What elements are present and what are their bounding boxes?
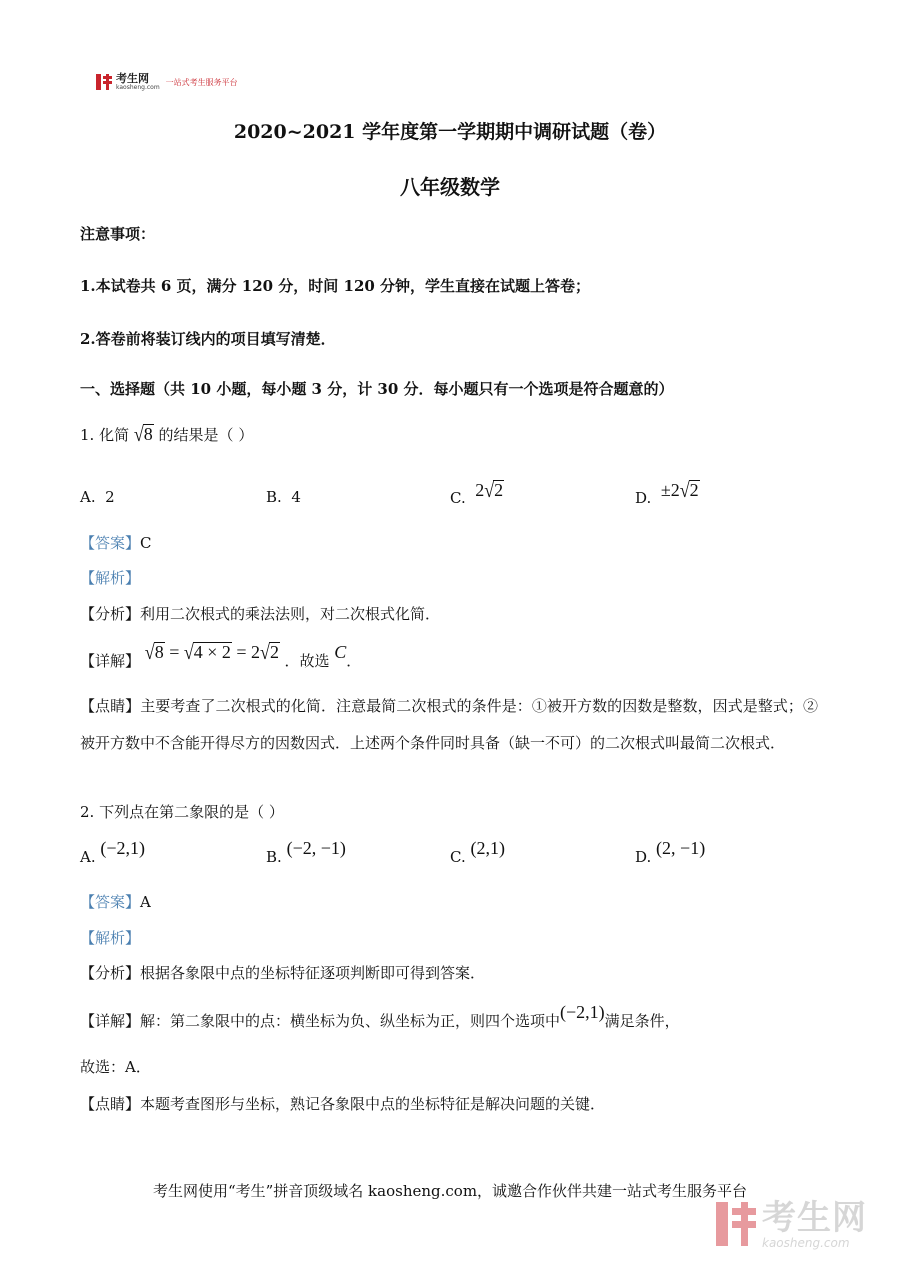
question-1-suffix: 的结果是（ ）	[158, 426, 254, 444]
exam-title: 2020~2021 学年度第一学期期中调研试题（卷）	[233, 121, 667, 143]
question-1-option-d[interactable]: D. ±2√2	[635, 478, 699, 507]
question-1-analysis-tag: 【解析】	[80, 569, 141, 587]
question-2-fenxi: 【分析】根据各象限中点的坐标特征逐项判断即可得到答案．	[80, 964, 486, 982]
question-1-option-a[interactable]: A. 2	[80, 488, 115, 506]
question-1-option-c[interactable]: C. 2√2	[450, 478, 504, 507]
question-2-guxuan: 故选：A．	[80, 1058, 151, 1076]
page-footer: 考生网使用“考生”拼音顶级域名 kaosheng.com，诚邀合作伙伴共建一站式考生服务平台	[152, 1182, 748, 1200]
notice-item: 2.答卷前将装订线内的项目填写清楚．	[80, 330, 336, 348]
section-heading: 一、选择题（共 10 小题，每小题 3 分，计 30 分．每小题只有一个选项是符合题意的）	[80, 380, 674, 398]
kaosheng-logo-icon	[96, 74, 112, 90]
watermark-name: 考生网	[762, 1198, 867, 1238]
question-1-xiangjie: 【详解】 √8 = √4 × 2 = 2√2 ．故选 C．	[80, 640, 362, 670]
logo-domain: kaosheng.com	[116, 84, 160, 91]
question-2-analysis-tag: 【解析】	[80, 929, 141, 947]
question-1-answer: 【答案】C	[80, 534, 152, 552]
kaosheng-watermark-icon	[716, 1202, 756, 1246]
question-2-option-d[interactable]: D. (2, −1)	[635, 838, 706, 866]
question-2-answer: 【答案】A	[80, 893, 151, 911]
question-2-dianjing: 【点睛】本题考查图形与坐标，熟记各象限中点的坐标特征是解决问题的关键．	[80, 1095, 606, 1113]
watermark-domain: kaosheng.com	[762, 1236, 850, 1250]
question-1-fenxi: 【分析】利用二次根式的乘法法则，对二次根式化简．	[80, 605, 441, 623]
question-2-xiangjie: 【详解】解：第二象限中的点：横坐标为负、纵坐标为正，则四个选项中(−2,1)满足条件，	[80, 1002, 680, 1030]
question-1-dianjing: 【点睛】主要考查了二次根式的化简．注意最简二次根式的条件是：①被开方数的因数是整数，因式是整式；②被开方数中不含能开得尽方的因数因式．上述两个条件同时具备（缺一不可）的二次根式叫最简二次根式．	[80, 697, 818, 752]
question-2-stem: 2. 下列点在第二象限的是（ ）	[80, 803, 284, 821]
question-1-stem	[80, 424, 253, 445]
notice-heading: 注意事项：	[80, 225, 156, 243]
question-1-option-b[interactable]: B. 4	[266, 488, 301, 506]
logo-name: 考生网	[116, 72, 149, 85]
logo-slogan: 一站式考生服务平台	[165, 77, 238, 87]
question-1-sqrt: √8	[133, 422, 153, 446]
question-2-option-a[interactable]: A. (−2,1)	[80, 838, 146, 866]
site-logo[interactable]	[96, 72, 238, 92]
question-2-option-c[interactable]: C. (2,1)	[450, 838, 505, 866]
watermark-logo	[716, 1199, 867, 1249]
notice-item: 1.本试卷共 6 页，满分 120 分，时间 120 分钟，学生直接在试题上答卷；	[80, 277, 591, 295]
question-1-prefix: 1. 化简	[80, 426, 130, 444]
exam-subtitle: 八年级数学	[400, 175, 500, 199]
question-2-option-b[interactable]: B. (−2, −1)	[266, 838, 346, 866]
